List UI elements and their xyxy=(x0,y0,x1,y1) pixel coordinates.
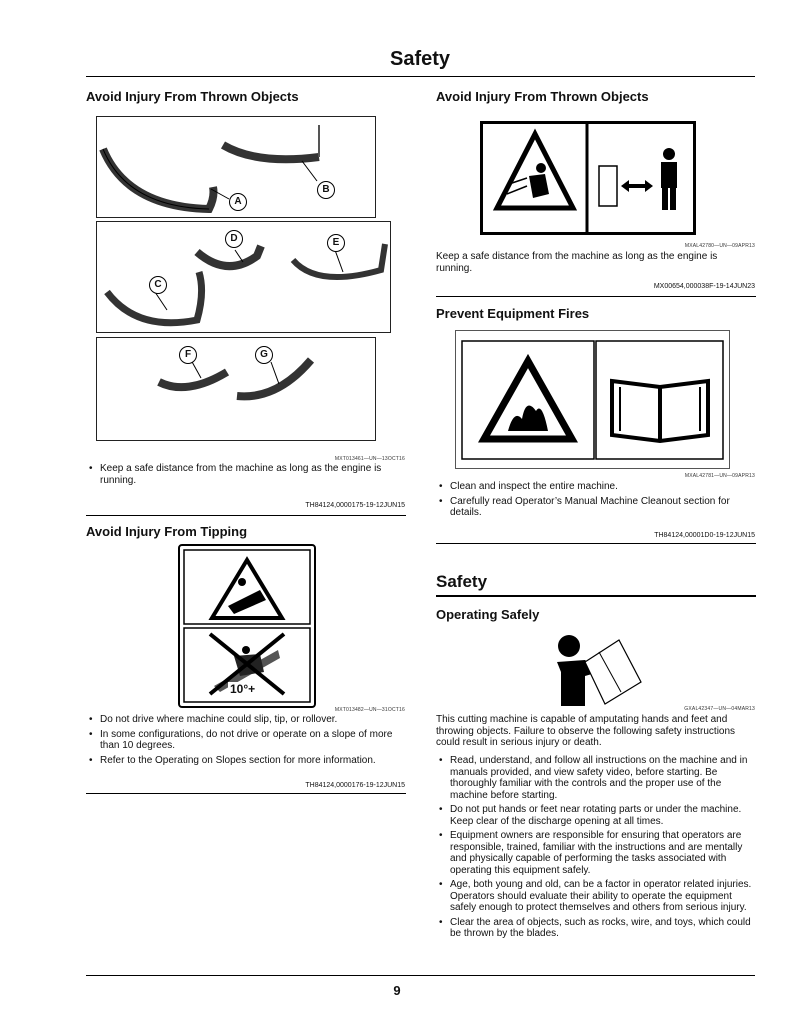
list-item: • Keep a safe distance from the machine as long as the engine is running. xyxy=(86,463,408,486)
operating-safely-heading: Operating Safely xyxy=(436,607,540,622)
operating-safely-intro: This cutting machine is capable of amputating hands and feet and throwing objects. Failure to observe the following safety instructions could result in serious injury or death. xyxy=(436,714,736,748)
page-title: Safety xyxy=(390,48,451,70)
list-item: • Age, both young and old, can be a factor in operator related injuries. Operators should evaluate their ability to operate the equipment safely enough to protect themselves and others from serious injury. xyxy=(436,879,758,914)
right-thrown-heading: Avoid Injury From Thrown Objects xyxy=(436,89,649,104)
left-thrown-heading: Avoid Injury From Thrown Objects xyxy=(86,89,299,104)
callout-c: C xyxy=(149,276,167,294)
blade-figure-bottom xyxy=(96,337,376,441)
figure-code: MXT013461—UN—13OCT16 xyxy=(334,456,405,462)
section-rule xyxy=(436,296,756,297)
left-thrown-bullets xyxy=(86,463,408,489)
callout-a: A xyxy=(229,193,247,211)
right-fires-heading: Prevent Equipment Fires xyxy=(436,306,590,321)
left-tipping-heading: Avoid Injury From Tipping xyxy=(86,524,248,539)
warning-triangle-icon xyxy=(212,560,282,618)
list-item: • Do not put hands or feet near rotating parts or under the machine. Keep clear of the discharge opening at all times. xyxy=(436,804,758,827)
machine-icon xyxy=(599,166,617,206)
person-icon xyxy=(661,162,677,188)
callout-g: G xyxy=(255,346,273,364)
list-item: • Equipment owners are responsible for ensuring that operators are responsible, trained, familiar with the instructions and are mentally and physically capable of performing the tasks associated with operating this equipment safely. xyxy=(436,830,758,876)
reading-person-icon xyxy=(555,632,645,706)
header-rule xyxy=(86,76,755,77)
list-item: • Carefully read Operator’s Manual Machine Cleanout section for details. xyxy=(436,496,758,519)
callout-d: D xyxy=(225,230,243,248)
thrown-objects-drawing xyxy=(483,124,693,232)
callout-e: E xyxy=(327,234,345,252)
right-thrown-text: Keep a safe distance from the machine as long as the engine is running. xyxy=(436,251,718,274)
blade-cde-drawing xyxy=(97,222,390,332)
operating-safely-bullets xyxy=(436,755,758,943)
reference-code: MX00654,000038F-19-14JUN23 xyxy=(653,283,755,290)
fire-drawing xyxy=(456,331,729,468)
reference-code: TH84124,0000176-19-12JUN15 xyxy=(305,782,405,789)
section-title-rule xyxy=(436,595,756,597)
list-item: • Clear the area of objects, such as rocks, wire, and toys, which could be thrown by the blades. xyxy=(436,917,758,940)
fire-decal xyxy=(455,330,730,469)
section-rule xyxy=(86,793,406,794)
blade-figure-middle xyxy=(96,221,391,333)
figure-code: GXAL42347—UN—04MAR13 xyxy=(684,706,755,712)
reference-code: TH84124,0000175-19-12JUN15 xyxy=(305,502,405,509)
list-item: • Clean and inspect the entire machine. xyxy=(436,481,758,493)
list-item: • Refer to the Operating on Slopes section for more information. xyxy=(86,755,408,767)
blade-fg-drawing xyxy=(97,338,375,440)
callout-f: F xyxy=(179,346,197,364)
list-item: • Read, understand, and follow all instructions on the machine and in manuals provided, and view safety video, before starting. Be thoroughly familiar with the controls and the proper use of the machine before starting. xyxy=(436,755,758,801)
section-rule xyxy=(86,515,406,516)
page-number: 9 xyxy=(393,983,401,998)
callout-b: B xyxy=(317,181,335,199)
safety-section-title: Safety xyxy=(436,572,488,591)
reference-code: TH84124,00001D0-19-12JUN15 xyxy=(654,532,755,539)
left-tipping-bullets xyxy=(86,714,408,769)
operator-reading-figure xyxy=(555,632,645,706)
list-item: • In some configurations, do not drive or operate on a slope of more than 10 degrees. xyxy=(86,729,408,752)
footer-rule xyxy=(86,975,755,976)
figure-code: MXT013482—UN—31OCT16 xyxy=(334,707,405,713)
tipping-decal xyxy=(178,544,316,708)
figure-code: MXAL42781—UN—09APR13 xyxy=(684,473,755,479)
figure-code: MXAL42780—UN—09APR13 xyxy=(684,243,755,249)
slope-label: 10°+ xyxy=(230,682,256,696)
blade-figure-top xyxy=(96,116,376,218)
section-rule xyxy=(436,543,756,544)
thrown-objects-decal xyxy=(480,121,696,235)
list-item: • Do not drive where machine could slip, tip, or rollover. xyxy=(86,714,408,726)
distance-arrow-icon xyxy=(621,180,653,192)
right-fires-bullets xyxy=(436,481,758,522)
